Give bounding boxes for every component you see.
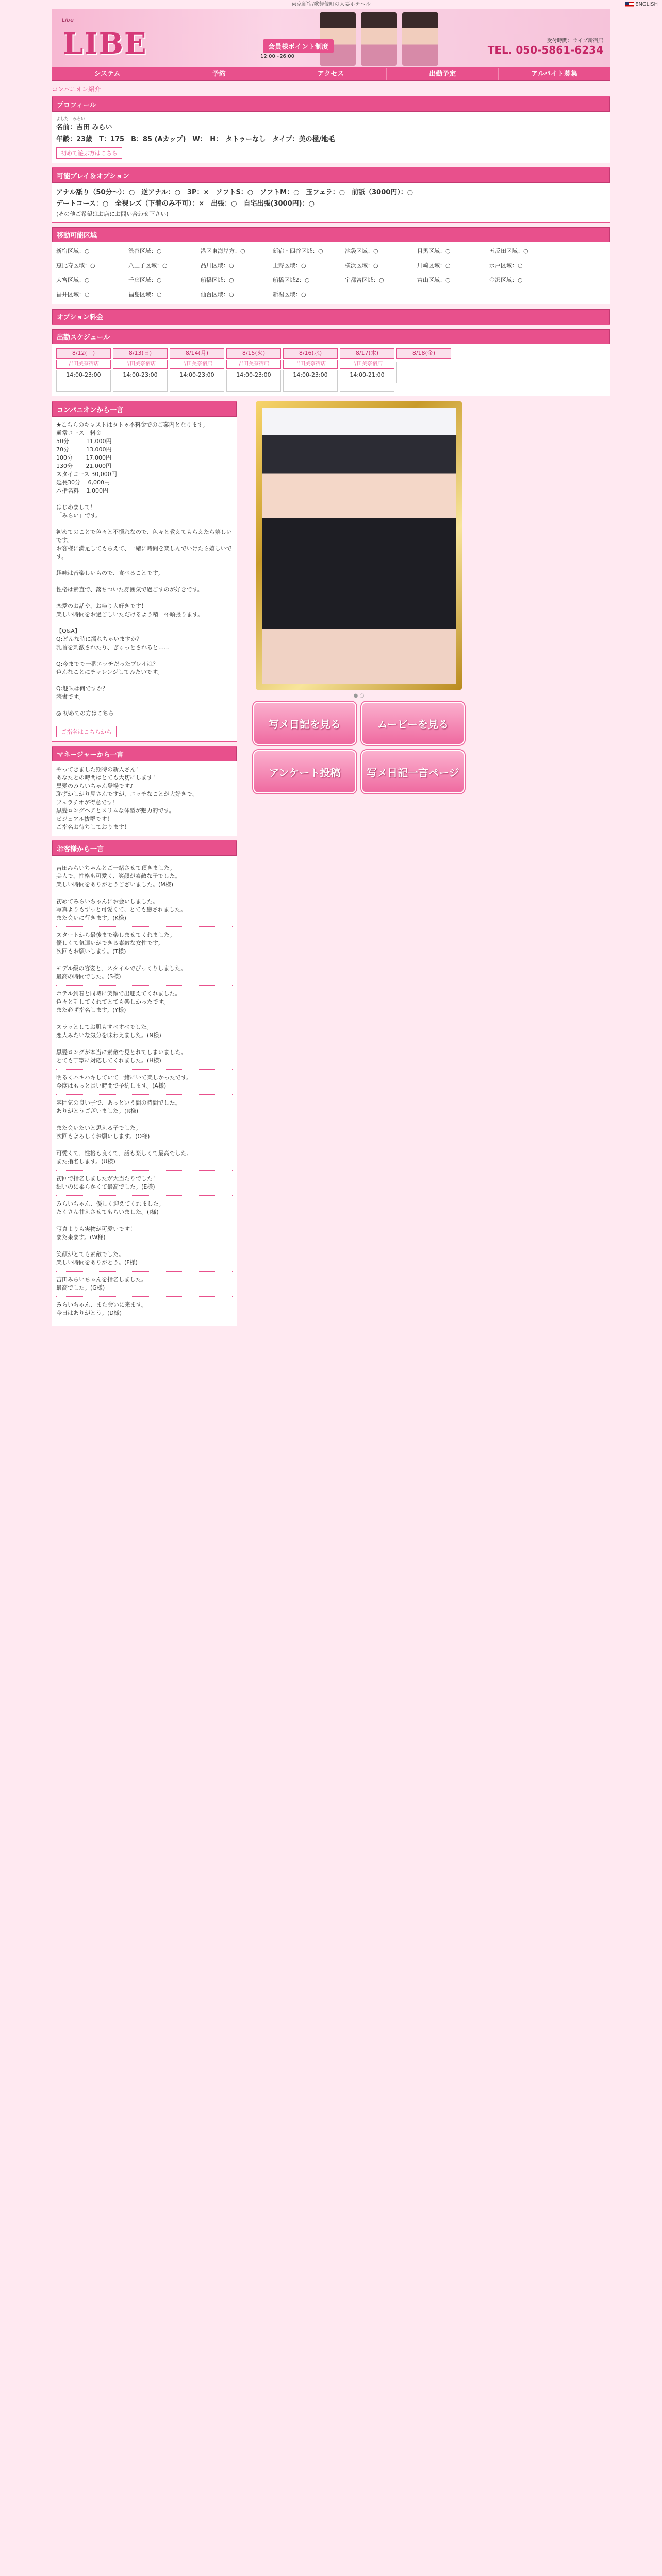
nav-schedule[interactable]: 出勤予定 <box>387 68 499 80</box>
main-nav <box>52 68 610 81</box>
area-item: 仙台区域：○ <box>201 291 234 298</box>
logo[interactable]: LIBE <box>63 27 147 61</box>
review-item: 雰囲気の良い子で、あっという間の時間でした。 ありがとうございました。(R様) <box>56 1095 233 1120</box>
area-item: 川崎区域：○ <box>417 262 451 269</box>
review-item: 初めてみらいちゃんにお会いしました。 写真よりもずっと可愛くて、とても癒されました。 また会いに行きます。(K様) <box>56 893 233 927</box>
schedule-day <box>283 348 338 392</box>
phone-number[interactable]: TEL. 050-5861-6234 <box>487 44 603 56</box>
schedule-box <box>52 329 610 396</box>
profile-stats: 年齢：23歳 T：175 B：85 (Aカップ) W： H： タトゥーなし タイプ：美の極/地毛 <box>56 135 335 143</box>
area-item: 福井区域：○ <box>56 291 90 298</box>
areas-title: 移動可能区域 <box>52 227 610 242</box>
header-photo-3 <box>402 12 438 66</box>
language-label: ENGLISH <box>635 2 658 7</box>
option-fee-box <box>52 309 610 325</box>
review-item: 写真よりも実物が可愛いです！ また来ます。(W様) <box>56 1221 233 1246</box>
tagline: 東京新宿/歌舞伎町の人妻ホテヘル <box>291 2 371 7</box>
manager-box <box>52 746 237 836</box>
schedule-time: 14:00-23:00 <box>226 370 281 392</box>
schedule-shop-button[interactable]: 吉田美奈宿店 <box>56 360 111 369</box>
schedule-time: 14:00-23:00 <box>170 370 224 392</box>
review-item: スタートから最後まで楽しませてくれました。 優しくて気遣いができる素敵な女性です。 次回もお願いします。(T様) <box>56 927 233 960</box>
area-item: 渋谷区域：○ <box>128 248 162 255</box>
review-item: ホテル到着と同時に笑顔で出迎えてくれました。 色々と話してくれてとても楽しかったです。 また必ず指名します。(Y様) <box>56 986 233 1019</box>
diary-comment-button[interactable]: 写メ日記一言ページ <box>361 750 465 793</box>
shop-label: 受付時間：ライブ新宿店 <box>547 38 603 44</box>
top-bar <box>52 0 658 9</box>
schedule-time: 14:00-23:00 <box>56 370 111 392</box>
area-item: 水戸区域：○ <box>489 262 523 269</box>
tel-box <box>488 36 603 56</box>
schedule-time <box>396 362 451 383</box>
reviews-title: お客様から一言 <box>52 841 237 856</box>
tel-number: 050-5861-6234 <box>516 44 603 56</box>
options-note: (その他ご希望はお店にお問い合わせ下さい) <box>56 211 169 217</box>
nav-access[interactable]: アクセス <box>275 68 387 80</box>
option-fee-title[interactable]: オプション料金 <box>52 309 610 324</box>
profile-photo[interactable] <box>262 408 456 684</box>
review-item: みらいちゃん、優しく迎えてくれました。 たくさん甘えさせてもらいました。(I様) <box>56 1196 233 1221</box>
area-item: 池袋区域：○ <box>345 248 378 255</box>
language-switch[interactable] <box>625 0 658 9</box>
schedule-time: 14:00-23:00 <box>283 370 338 392</box>
survey-button[interactable]: アンケート投稿 <box>253 750 356 793</box>
movie-button[interactable]: ムービーを見る <box>361 702 465 745</box>
review-item: 笑顔がとても素敵でした。 楽しい時間をありがとう。(F様) <box>56 1246 233 1272</box>
header <box>52 9 610 68</box>
area-item: 新潟区域：○ <box>273 291 306 298</box>
schedule-shop-button[interactable]: 吉田美奈宿店 <box>170 360 224 369</box>
schedule-date: 8/14(月) <box>170 348 224 359</box>
schedule-date: 8/13(日) <box>113 348 168 359</box>
schedule-time: 14:00-21:00 <box>340 370 394 392</box>
review-item: モデル級の容姿と、スタイルでびっくりしました。 最高の時間でした。(S様) <box>56 960 233 986</box>
review-item: 黒髪ロングが本当に素敵で見とれてしまいました。 とても丁寧に対応してくれました。(H様) <box>56 1044 233 1070</box>
area-item: 宇都宮区域：○ <box>345 277 384 283</box>
options-box <box>52 167 610 223</box>
area-item: 品川区域：○ <box>201 262 234 269</box>
area-item: 上野区域：○ <box>273 262 306 269</box>
schedule-title: 出勤スケジュール <box>52 329 610 344</box>
area-item: 福島区域：○ <box>128 291 162 298</box>
review-item: また会いたいと思える子でした。 次回もよろしくお願いします。(O様) <box>56 1120 233 1145</box>
manager-text: やってきました期待の新人さん！ あなたとの時間はとても大切にします！ 黒髪のみらいちゃん登場です♪ 恥ずかしがり屋さんですが、エッチなことが大好きで、 フェラチオが得意です！ 黒髪ロングヘアとスリムな体型が魅力的です。 ビジュアル抜群です！ ご指名お待ちしております！ <box>56 766 198 831</box>
schedule-shop-button[interactable]: 吉田美奈宿店 <box>226 360 281 369</box>
area-item: 恵比寿区域：○ <box>56 262 95 269</box>
review-item: スラッとしてお肌もすべすべでした。 恋人みたいな気分を味わえました。(N様) <box>56 1019 233 1044</box>
schedule-date: 8/16(水) <box>283 348 338 359</box>
areas-box <box>52 227 610 304</box>
profile-title: プロフィール <box>52 97 610 112</box>
first-time-link[interactable]: 初めて遊ぶ方はこちら <box>56 147 122 159</box>
area-item: 千葉区域：○ <box>128 277 162 283</box>
schedule-time: 14:00-23:00 <box>113 370 168 392</box>
companion-box <box>52 401 237 742</box>
business-hours: 12:00~26:00 <box>260 54 295 59</box>
carousel-dots[interactable]: ● ○ <box>353 693 365 699</box>
schedule-day <box>56 348 111 392</box>
profile-box <box>52 96 610 163</box>
reviews-box <box>52 840 237 1326</box>
review-item: 可愛くて、性格も良くて、話も楽しくて最高でした。 また指名します。(U様) <box>56 1145 233 1171</box>
schedule-shop-button[interactable]: 吉田美奈宿店 <box>283 360 338 369</box>
schedule-day <box>113 348 168 392</box>
schedule-day <box>170 348 224 392</box>
schedule-date: 8/18(金) <box>396 348 451 359</box>
nav-reserve[interactable]: 予約 <box>163 68 275 80</box>
options-row-1: アナル舐り（50分〜）：○ 逆アナル：○ 3P：× ソフトS：○ ソフトM：○ 玉フェラ：○ 前舐（3000円）：○ <box>56 189 413 196</box>
companion-title: コンパニオンから一言 <box>52 402 237 417</box>
review-item: 吉田みらいちゃんとご一緒させて頂きました。 美人で、性格も可愛く、笑顔が素敵な子でした。 楽しい時間をありがとうございました。(M様) <box>56 860 233 893</box>
schedule-date: 8/15(火) <box>226 348 281 359</box>
schedule-grid <box>52 344 610 396</box>
area-item: 五反田区域：○ <box>489 248 528 255</box>
area-item: 金沢区域：○ <box>489 277 523 283</box>
logo-subtitle: Libe <box>62 16 74 23</box>
review-list <box>52 856 237 1326</box>
companion-text: ★こちらのキャストはタトゥ不料金でのご案内となります。 通常コース 料金 50分 11,000円 70分 13,000円 100分 17,000円 130分 21,000円 スタイコース 30,000円 延長30分 6,000円 本指名料 1,000円 はじめまして！ 「みらい」です。 初めてのことで色々と不慣れなので、色々と教えてもらえたら嬉しいです。 お客様に満足してもらえて、一緒に時間を楽しんでいけたら嬉しいです。 趣味は音楽しいもので、食べることです。 性格は素直で、落ちついた雰囲気で過ごすのが好きです。 恋愛のお話や、お喋り大好きです！ 楽しい時間をお過ごしいただけるよう精一杯頑張ります。 【Q&A】 Q:どんな時に濡れちゃいますか？ 乳首を刺激されたり、ぎゅっとされると…… Q:今までで一番エッチだったプレイは？ 色んなことにチャレンジしてみたいです。 Q:趣味は何ですか？ 読書です。 ◎ 初めての方はこちら <box>56 421 232 717</box>
area-item: 新宿区域：○ <box>56 248 90 255</box>
schedule-day <box>396 348 451 392</box>
tel-label: TEL <box>487 44 508 56</box>
us-flag-icon <box>625 2 634 7</box>
points-badge[interactable]: 会員様ポイント制度 <box>263 39 334 53</box>
photo-frame <box>256 401 462 690</box>
area-item: 新宿・四谷区域：○ <box>273 248 323 255</box>
area-item: 船橋区域：○ <box>201 277 234 283</box>
review-item: 吉田みらいちゃんを指名しました。 最高でした。(G様) <box>56 1272 233 1297</box>
nominate-link[interactable]: ご指名はこちらから <box>56 726 117 737</box>
review-item: みらいちゃん、また会いに来ます。 今日はありがとう。(D様) <box>56 1301 147 1316</box>
area-item: 船橋区域2：○ <box>273 277 310 283</box>
page <box>52 0 658 2576</box>
schedule-date: 8/12(土) <box>56 348 111 359</box>
area-item: 八王子区域：○ <box>128 262 168 269</box>
area-item: 横浜区域：○ <box>345 262 378 269</box>
options-row-2: デートコース：○ 全裸レズ（下着のみ不可）：× 出張：○ 自宅出張(3000円)：○ <box>56 200 315 208</box>
review-item: 明るくハキハキしていて一緒にいて楽しかったです。 今度はもっと長い時間で予約します。(A様) <box>56 1070 233 1095</box>
manager-title: マネージャーから一言 <box>52 747 237 761</box>
options-title: 可能プレイ＆オプション <box>52 168 610 183</box>
photo-diary-button[interactable]: 写メ日記を見る <box>253 702 356 745</box>
header-photo-2 <box>361 12 397 66</box>
area-item: 富山区域：○ <box>417 277 451 283</box>
schedule-shop-button[interactable]: 吉田美奈宿店 <box>340 360 394 369</box>
schedule-day <box>226 348 281 392</box>
schedule-shop-button[interactable]: 吉田美奈宿店 <box>113 360 168 369</box>
schedule-date: 8/17(木) <box>340 348 394 359</box>
breadcrumb: コンパニオン紹介 <box>52 86 101 93</box>
nav-recruit[interactable]: アルバイト募集 <box>499 68 610 80</box>
area-list <box>52 242 610 304</box>
schedule-day <box>340 348 394 392</box>
area-item: 大宮区域：○ <box>56 277 90 283</box>
name-ruby: よしだ みらい <box>56 116 85 121</box>
profile-name: 名前：吉田 みらい <box>56 124 112 131</box>
review-item: 初回で指名しましたが大当たりでした！ 細いのに柔らかくて最高でした。(E様) <box>56 1171 233 1196</box>
nav-system[interactable]: システム <box>52 68 163 80</box>
area-item: 港区東海岸方：○ <box>201 248 245 255</box>
area-item: 目黒区域：○ <box>417 248 451 255</box>
